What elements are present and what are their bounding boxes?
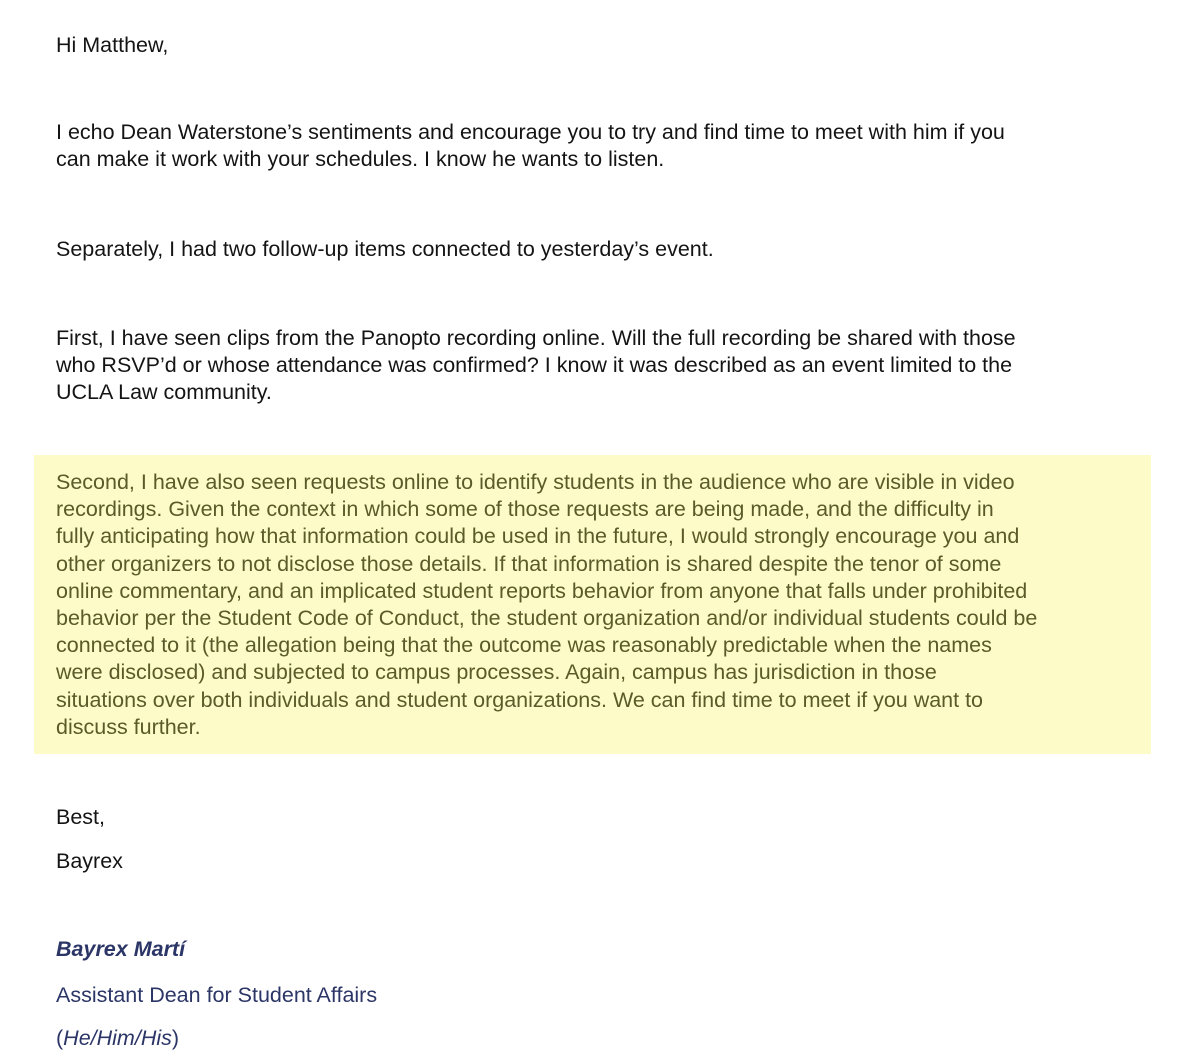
- email-paragraph-2: Separately, I had two follow-up items connected to yesterday’s event.: [56, 237, 714, 261]
- signature-name: Bayrex Martí: [56, 937, 186, 961]
- signature-title: Assistant Dean for Student Affairs: [56, 983, 378, 1007]
- email-paragraph-3: First, I have seen clips from the Panopto recording online. Will the full recording be shared with those who RSVP’d or whose attendance was confirmed? I know it was described as an event limited to the UCLA Law community.: [56, 326, 1016, 405]
- email-closing: Best,: [56, 805, 105, 829]
- pronouns-open-paren: (: [56, 1026, 64, 1050]
- pronouns-close-paren: ): [171, 1026, 180, 1050]
- pronouns-text: He/Him/His: [63, 1026, 172, 1050]
- email-greeting: Hi Matthew,: [56, 33, 169, 57]
- email-paragraph-4-highlighted: Second, I have also seen requests online to identify students in the audience who are visible in video recordings. Given the context in which some of those requests are being made, and the difficulty in fully anticipating how that information could be used in the future, I would strongly encourage you and other organizers to not disclose those details. If that information is shared despite the tenor of some online commentary, and an implicated student reports behavior from anyone that falls under prohibited behavior per the Student Code of Conduct, the student organization and/or individual students could be connected to it (the allegation being that the outcome was reasonably predictable when the names were disclosed) and subjected to campus processes. Again, campus has jurisdiction in those situations over both individuals and student organizations. We can find time to meet if you want to discuss further.: [56, 470, 1038, 739]
- email-sender-short: Bayrex: [56, 849, 123, 873]
- signature-pronouns: [56, 1026, 179, 1051]
- email-paragraph-1: I echo Dean Waterstone’s sentiments and encourage you to try and find time to meet with him if you can make it work with your schedules. I know he wants to listen.: [56, 120, 1005, 172]
